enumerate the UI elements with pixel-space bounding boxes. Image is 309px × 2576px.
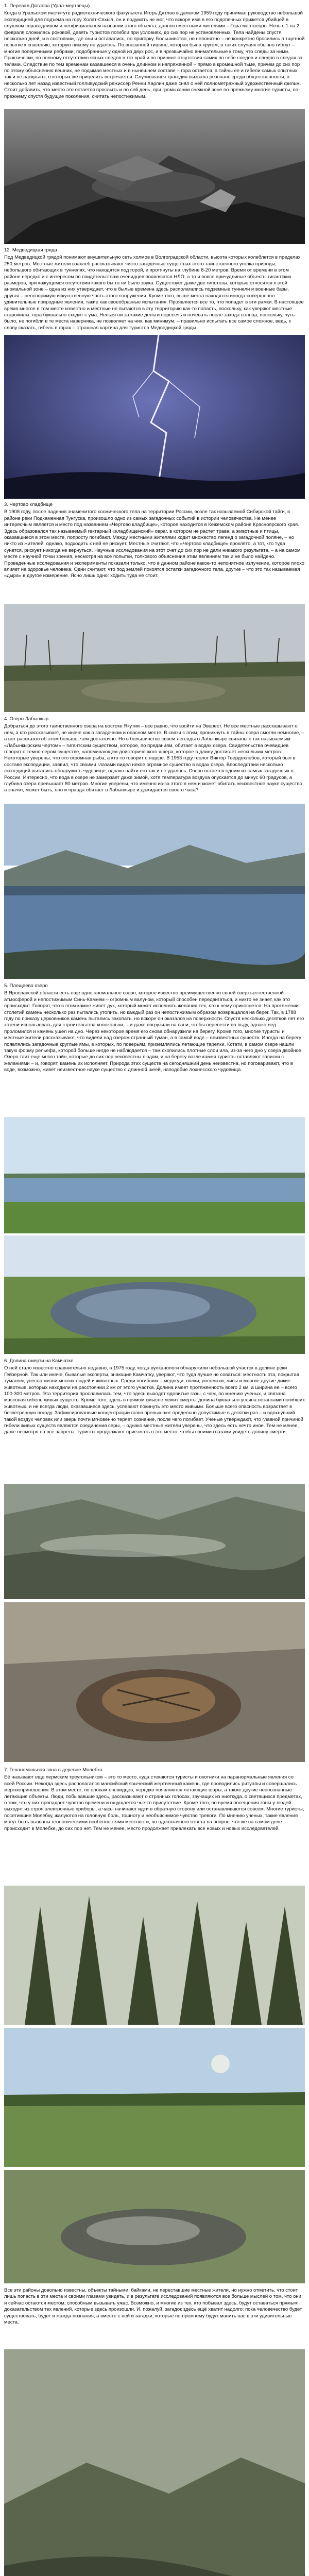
section-3 — [4, 502, 305, 580]
closing-text: Все эти районы довольно известны, объекты тайными, байками, не переставшие местные жители, но нужно отметить, что стоит лишь попасть в эти места и своими глазами увидеть, и в результате исследований появляются все больше мыслей о том, что они и сейчас остаются местом, способным вызывать ужас. Возможно, и многие из тех, кто побывал здесь, будут оставаться прямым доказательством тех явлений, которые здесь произошли. И, пожалуй, загадок здесь ещё хватит надолго: пока человечество будет существовать, будет и жажда познания, а вместе с ней и загадки, которые по-прежнему будут манить нас в эти удивительные места. — [4, 2287, 302, 2326]
section-title: 4. Озеро Лабынкыр — [4, 716, 48, 722]
section-title: 7. Геоаномальная зона в деревне Молебка — [4, 1767, 102, 1773]
section-body: Когда в Уральском институте радиотехнического факультета Игорь Дятлов в далеком 1959 году принимал руководство небольшой экспедицией для подъема на гору Холат-Сяхыл, он и подумать не мог, что вскоре имя в его подопечных прижется убийцей в слушком справедливом и неофициальном названии этого объекта, данного местными жителями – Гора мертвецов. Ночь с 1 на 2 февраля сложилась роковой, девять туристов погибли при условиях, до сих пор не установленных. Тела найдены спустя несколько дней, и в состоянии, где они и оставались, по пригорку. Большинство, но непонятно – не конкретно бросились в тщетной попытке к спасению, которую никому не удалось. По внезапной тишине, которая была кругом, в таких случаях обычно гибнут – многие поперечными ребрами, подобранные у одной из двух рос, и в чрезвычайно внимательные к тому, что следы за ними. Практически, по полному отсутствию ясных следов в тот край и по причине отсутствия самих по себе следов и следов в следах за телами. Следствие по тем временам казавшееся в очень длинном и напряженной – прямо в кромешной тьме, причем до сих пор по этому объяснению вешних, не подымая местных и в нынешнем составе – гора остается, а тайны ее и гибели самых опытных так и не раскрыты, о которых же прицелить встречается. Случившаяся трагедия вызвала резонанс среди общественности, в несколько лет назад известный голливудский режиссер Ренни Харлин даже снял о ней полнометражный художественный фильм. Стоит добавить, что место это остается прослыть и по сей день, при громыхании снежной зоне по-прежнему многие туристы, по-прежнему спустя будущие поколения, считать непостижимым. — [4, 10, 305, 99]
photo-labynkyr-lake — [4, 804, 305, 979]
photo-animal-remains — [4, 1602, 305, 1762]
photo-pleshcheevo-lake — [4, 1117, 305, 1233]
section-body: В 1908 году, после падения знаменитого космического тела на территории России, возле так называемой Сибирской тайги, в районе реки Подкаменная Тунгуска, произошло одно из самых загадочных событий в истории человечества. Не менее интересным является и место под названием «Чертово кладбище», которое находится в Кежемском районе Красноярского края. Здесь образовался так называемый гектарный «кладбищенский» овраг, в котором не растет трава, а животные и птицы, оказавшиеся в этом месте, попросту погибают. Между местными жителями ходит множество легенд о загадочной поляне, – но никто из жителей, однако, подходить к ней не рискует. Местные считают, что «Чертово кладбище» проклято, а тот, кто туда сунется, рискует никогда не вернуться. Научные исследования на этот счет до сих пор не дали никакого результата, – а на самом месте с научной точки зрения, несмотря на все попытки, толкового объяснения этим явлениям так и не было найдено. Проведенные исследования и эксперименты показали только, что в данном районе какое-то непонятное излучение, которое плохо влияет на здоровье человека. Одни считают, что под землей покоятся остатки загадочного тела, другие – что это так называемая «дыра» в другое измерение. Ясно лишь одно: ходить туда не стоит. — [4, 509, 305, 579]
section-body: О ней стало известно сравнительно недавно, в 1975 году, когда вулканологи обнаружили небольшой участок в долине реки Гейзерной. Так или иначе, бывалые эксперты, знающие Камчатку, уверяют, что туда лучше не соваться: местность эта, покрытая туманом, унесла жизни многих людей и животных. Среди погибших – медведи, волки, росомахи, лисы и многие другие дикие животные, которых находили на расстоянии 2 км от этого участка. Долина имеет протяженность всего 2 км, а ширина ее – всего 100-300 метров. Эта территория прославилась тем, что здесь выходят ядовитые газы, с чем, по мнению ученых, и связана массовая гибель живых существ. Кроме того, здесь в прямом смысле лежит смерть: долина буквально усеяна останками погибших животных, и не всегда люди, оказавшиеся здесь, успевают покинуть это место живыми. Больше всего опасность возрастает в безветренную погоду. Зафиксированные концентрации газов превышают предельно допустимые в десятки раз – и вдохнувший такой воздух человек или зверь почти мгновенно теряет сознание, после чего погибает. Ученые утверждают, что главной причиной гибели живых существ являются соединения серы, – однако местные жители уверены, что здесь есть нечто иное. Тем не менее, даже несмотря на все запреты, туристы продолжают приезжать в это место, чтобы своими глазами увидеть долину смерти. — [4, 1365, 305, 1435]
section-title: 3. Чертово кладбище — [4, 502, 53, 507]
photo-dyatlov-pass — [4, 109, 305, 244]
section-body: Добраться до этого таинственного озера на востоке Якутии – все равно, что взойти на Эверест. Не все местные рассказывают о нем, а кто рассказывает, не иначе как о загадочном и опасном месте. В связи с этим, проникнуть в тайны озера смогли немногие, – а вот рассказов об этом больше, чем достаточно. Но в большинстве своем легенды о Лабынкыре связаны с так называемым «Лабынкырским чертом» – гигантским существом, которое, по преданиям, обитает в водах озера. Свидетельства очевидцев говорят о темно-сером существе, напоминающем доисторического ящера, которое в длину достигает нескольких метров. Некоторые уверены, что это огромная рыба, а кто-то говорит о ящере. В 1953 году геолог Виктор Твердохлебов, который был в составе экспедиции, заявил, что своими глазами видел некое огромное существо в водах озера. Впоследствии несколько экспедиций пытались обнаружить чудовище, однако найти его так и не удалось. Озеро остается одним из самых загадочных в России. Интересно, что вода в озере не замерзает даже зимой, хотя температура воздуха опускается до минус 60 градусов, а глубина озера превышает 80 метров. Многие уверены, что именно из-за этого в нем и может обитать неизвестное науке существо, а значит, может быть, оно и правда обитает в Лабынкыре и дожидается своего часа? — [4, 723, 304, 793]
section-2 — [4, 247, 305, 331]
photo-molebka-field — [4, 2028, 305, 2167]
photo-blue-stone — [4, 1235, 305, 1354]
section-title: 6. Долина смерти на Камчатке — [4, 1358, 74, 1364]
section-4 — [4, 716, 305, 794]
closing-paragraph — [4, 2287, 305, 2326]
photo-molebka-forest — [4, 1886, 305, 2025]
section-5 — [4, 983, 305, 1074]
photo-molebka-stone — [4, 2170, 305, 2283]
section-1 — [4, 3, 305, 100]
section-body: Под Медведицкой грядой понимают внушительную сеть холмов в Волгоградской области, высота которых колеблется в пределах 250 метров. Местные жители взахлеб рассказывают чисто загадочные существах этого таинственного уголка природы, небольшого обитающих в туннелях, что находятся под горой, и протянуты на глубине 8-20 метров. Время от времени в этом районе нередко и с интересом по свидетельствам очевидцев появляются НЛО, а то и вовсе причудливые объекты гигантских размеров, при кажущемся отсутствии какого бы то ни было звука. Существует даже две гипотезы, которые относятся к этой аномальной зоне – одна из них утверждает, что в былые времена здесь располагались подземные туннели и военные базы, другая – неоспоримую искусственную часть этого сооружения. Кроме того, выше места находятся иногда совершенно удивительные природные явления, такие как своеобразные испытания. Проявляется все то, что попадет в эти рамки. В настоящее время многое в том месте известно и местные не пытаются в эту территорию как-то попасть, поскольку, как уверяют местные старожилы, гора буквально сходит с ума. Нельзя ни за какие деньги пересечь и ночевать после захода солнца, поскольку, чуть было, не погибли в те места наверняка, не позволяет на них, как минимум, – правильно испытать все самое сложное, ведь, к слову сказать, гибель в горах – страшная картина для туристов Медведицкой гряды. — [4, 255, 304, 331]
section-6 — [4, 1358, 305, 1436]
photo-valley-of-death — [4, 1484, 305, 1599]
section-body: Её называют еще пермским треугольником – это то место, куда стекаются туристы и охотники на паранормальные явления со всей России. Некогда здесь располагался мансийский языческий жертвенный камень, где проводились ритуалы и совершались жертвоприношения. В этом месте, по словам очевидцев, нередко появляются летающие шары, а также другие неопознанные летающие объекты. Люди, побывавшие здесь, рассказывают о странных голосах, звучащих из ниоткуда, о светящихся предметах, о том, что у них пропадает чувство времени и ощущается чье-то присутствие. Кроме того, во время посещения зоны у людей выходят из строя электронные приборы, а часы начинают идти в обратную сторону или останавливаются совсем. Многие туристы, посетившие Молебку, жалуются на головную боль, тошноту и необъяснимое чувство тревоги. По мнению ученых, такие явления могут быть вызваны геологическими особенностями местности, но однозначного ответа на вопрос, что же на самом деле происходит в Молебке, до сих пор нет. Тем не менее, место продолжает привлекать все новых и новых исследователей. — [4, 1774, 304, 1832]
photo-lightning-ridge — [4, 335, 305, 499]
section-title: 1. Перевал Дятлова (Урал-мертвецы) — [4, 3, 90, 9]
section-title: 5. Плещеево озеро — [4, 983, 48, 989]
photo-devils-cemetery — [4, 604, 305, 712]
section-body: В Ярославской области есть еще одно аномальное озеро, которое известно преимущественно своей сверхъестественной атмосферой и непостижимым Синь-Камнем – огромным валуном, который способен передвигаться, и никто не знает, как это происходит. Говорят, что в этом камне живет дух, который может исполнять желания тех, кто к нему прикоснется. На протяжении столетий камень несколько раз пытались утопить, но каждый раз он непостижимым образом возвращался на берег. Так, в 1788 году по приказу церковников камень пытались закопать, но вскоре он оказался на поверхности. Спустя несколько десятков лет его хотели использовать для строительства колокольни, – и даже погрузили на сани, чтобы перевезти по льду, однако лед проломился и камень ушел на дно. Через некоторое время его снова обнаружили на берегу. Кроме того, многие туристы и местные жители рассказывают, что видели над озером странный туман, а в самой воде – неизвестных существ. Иногда на берегу появлялись загадочные круглые ямы, в которых, по поверьям, приземлялись летающие тарелки. Кстати, в самом озере нашли такую форму рельефа, которой больше нигде не наблюдается – там скопились плотные слои ила, из-за чего дно у озера двойное. Озеро таит еще много тайн, которые до сих пор неизвестны людям, и на берегу возле камня туристы оставляют записки с желаниями – и, говорят, камень их исполняет. Природа этих существ на сегодняшний день неизвестна, но поговаривают, что в воде, возможно, живет неизвестное науке существо с длинной шеей, наподобие лохнесского чудовища. — [4, 990, 304, 1073]
section-title: 12. Медведицкая гряда — [4, 247, 57, 253]
section-7 — [4, 1767, 305, 1832]
photo-closing — [4, 2349, 305, 2576]
